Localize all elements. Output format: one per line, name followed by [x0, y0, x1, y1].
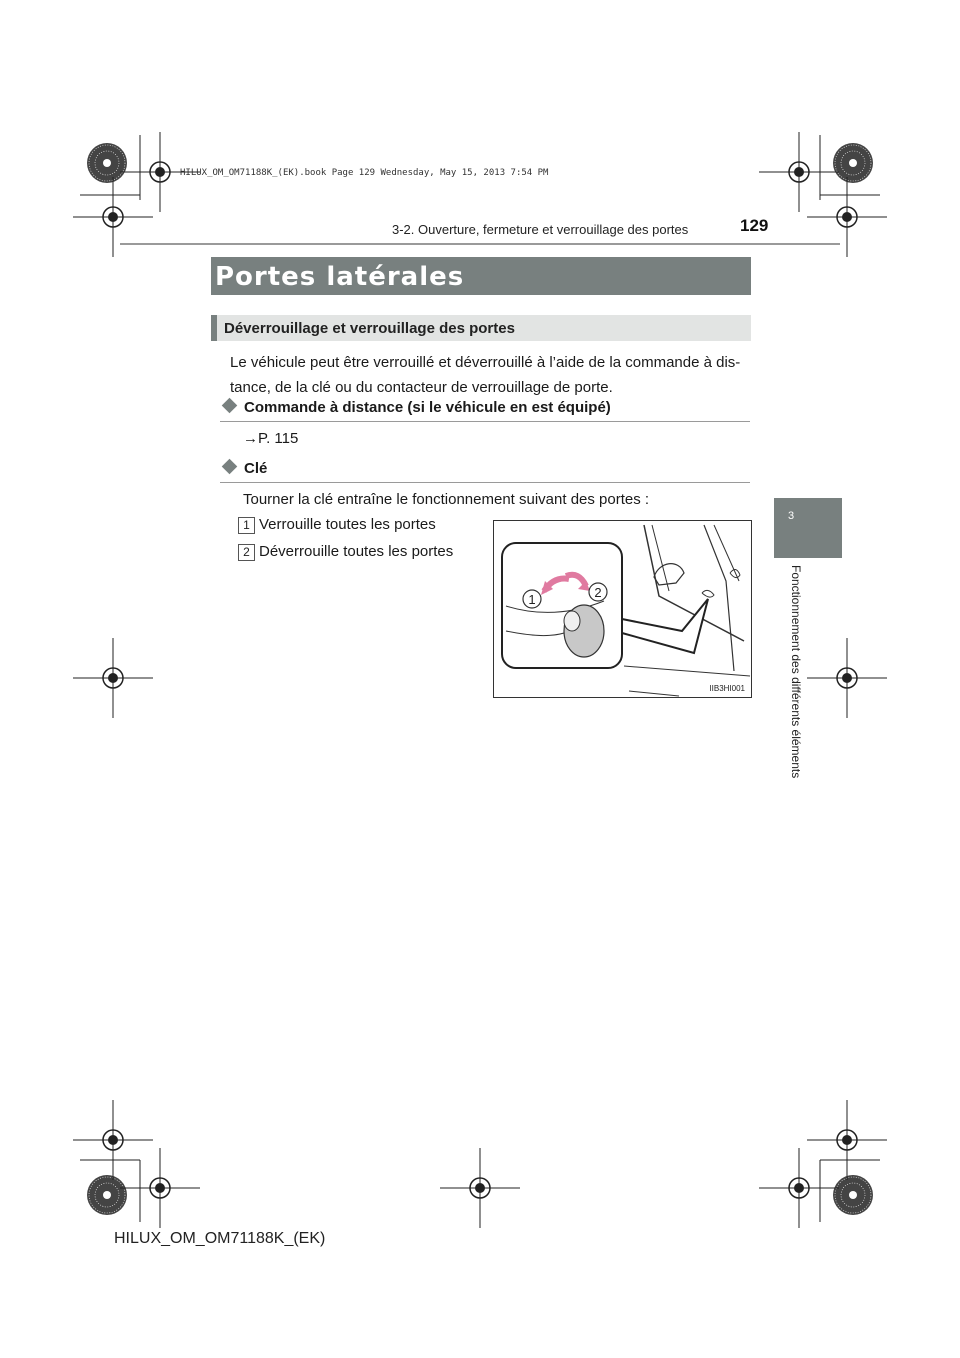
item-rule	[220, 482, 750, 483]
print-header: HILUX_OM_OM71188K_(EK).book Page 129 Wednesday, May 15, 2013 7:54 PM	[180, 168, 549, 178]
callout-1: 1	[528, 592, 536, 607]
illustration-code: IIB3HI001	[709, 684, 745, 693]
subsection-marker	[211, 315, 217, 341]
callout-2: 2	[594, 585, 602, 600]
step-label-1: Verrouille toutes les portes	[259, 516, 436, 533]
door-key-drawing	[494, 521, 751, 697]
step-number-2: 2	[238, 544, 255, 561]
subsection-title: Déverrouillage et verrouillage des portes	[224, 320, 515, 337]
chapter-tab	[774, 498, 842, 558]
item-heading-key-label: Clé	[244, 460, 268, 477]
section-title: 3-2. Ouverture, fermeture et verrouillage des portes	[392, 222, 689, 237]
arrow-icon: →	[243, 430, 258, 447]
intro-text: Le véhicule peut être verrouillé et déverrouillé à l’aide de la commande à dis-tance, de la clé ou du contacteur de verrouillage de porte.	[230, 354, 741, 396]
page-title: Portes latérales	[215, 262, 465, 292]
step-label-2: Déverrouille toutes les portes	[259, 543, 454, 560]
page-title-banner	[211, 257, 751, 295]
item-heading-remote-label: Commande à distance (si le véhicule en est équipé)	[244, 399, 611, 416]
diamond-bullet-icon	[222, 459, 238, 475]
header-rule	[120, 243, 840, 245]
page-reference-label: P. 115	[258, 430, 299, 447]
item-rule	[220, 421, 750, 422]
chapter-title: Fonctionnement des différents éléments	[789, 565, 803, 779]
key-description: Tourner la clé entraîne le fonctionnement suivant des portes :	[243, 491, 650, 508]
chapter-number: 3	[788, 510, 795, 522]
step-number-1: 1	[238, 517, 255, 534]
subsection-bar	[211, 315, 751, 341]
item-heading-key	[220, 460, 267, 477]
footer-model-code: HILUX_OM_OM71188K_(EK)	[114, 1230, 326, 1247]
item-heading-remote	[220, 399, 611, 416]
page-number: 129	[740, 216, 769, 235]
diamond-bullet-icon	[222, 398, 238, 414]
page-reference[interactable]	[243, 430, 298, 447]
door-lock-illustration	[493, 520, 752, 698]
